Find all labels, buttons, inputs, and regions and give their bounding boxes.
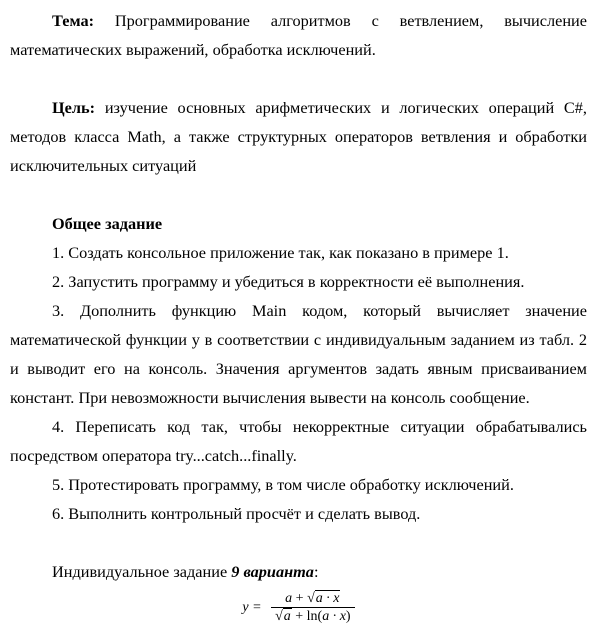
formula — [242, 590, 354, 625]
formula-lhs: y = — [242, 600, 262, 615]
task-item-5: 5. Протестировать программу, в том числе обработку исключений. — [52, 475, 514, 494]
topic-label: Тема: — [52, 11, 95, 30]
goal-paragraph — [10, 93, 587, 180]
individual-prefix: Индивидуальное задание — [52, 562, 232, 581]
task-item-1: 1. Создать консольное приложение так, как показано в примере 1. — [52, 243, 509, 262]
task-item-2: 2. Запустить программу и убедиться в корректности её выполнения. — [52, 272, 525, 291]
task-item-3: 3. Дополнить функцию Main кодом, который вычисляет значение математической функции y в соответствии с индивидуальным заданием из табл. 2 и выводит его на консоль. Значения аргументов задать явным присваиванием констант. При невозможности вычисления вывести на консоль сообщение. — [10, 301, 587, 407]
individual-suffix: : — [313, 562, 319, 581]
formula-numerator: a + √a · x — [285, 591, 340, 606]
topic-paragraph — [10, 6, 587, 64]
individual-task-line — [10, 557, 587, 586]
formula-denominator: √a + ln(a · x) — [271, 607, 355, 625]
general-task-heading: Общее задание — [52, 214, 163, 233]
task-item-6: 6. Выполнить контрольный просчёт и сделать вывод. — [52, 504, 421, 523]
sqrt-icon: √a — [275, 609, 291, 624]
goal-text: изучение основных арифметических и логических операций C#, методов класса Math, а также структурных операторов ветвления и обработки исключительных ситуаций — [10, 98, 587, 175]
document-page — [10, 6, 587, 625]
variant-label: 9 варианта — [231, 562, 314, 581]
sqrt-icon: √a · x — [307, 591, 340, 606]
topic-text: Программирование алгоритмов с ветвлением, вычисление математических выражений, обработка исключений. — [10, 11, 588, 59]
formula-block — [10, 590, 587, 625]
task-item-4: 4. Переписать код так, чтобы некорректные ситуации обрабатывались посредством оператора try...catch...finally. — [10, 417, 587, 465]
goal-label: Цель: — [52, 98, 96, 117]
formula-fraction — [271, 590, 355, 625]
